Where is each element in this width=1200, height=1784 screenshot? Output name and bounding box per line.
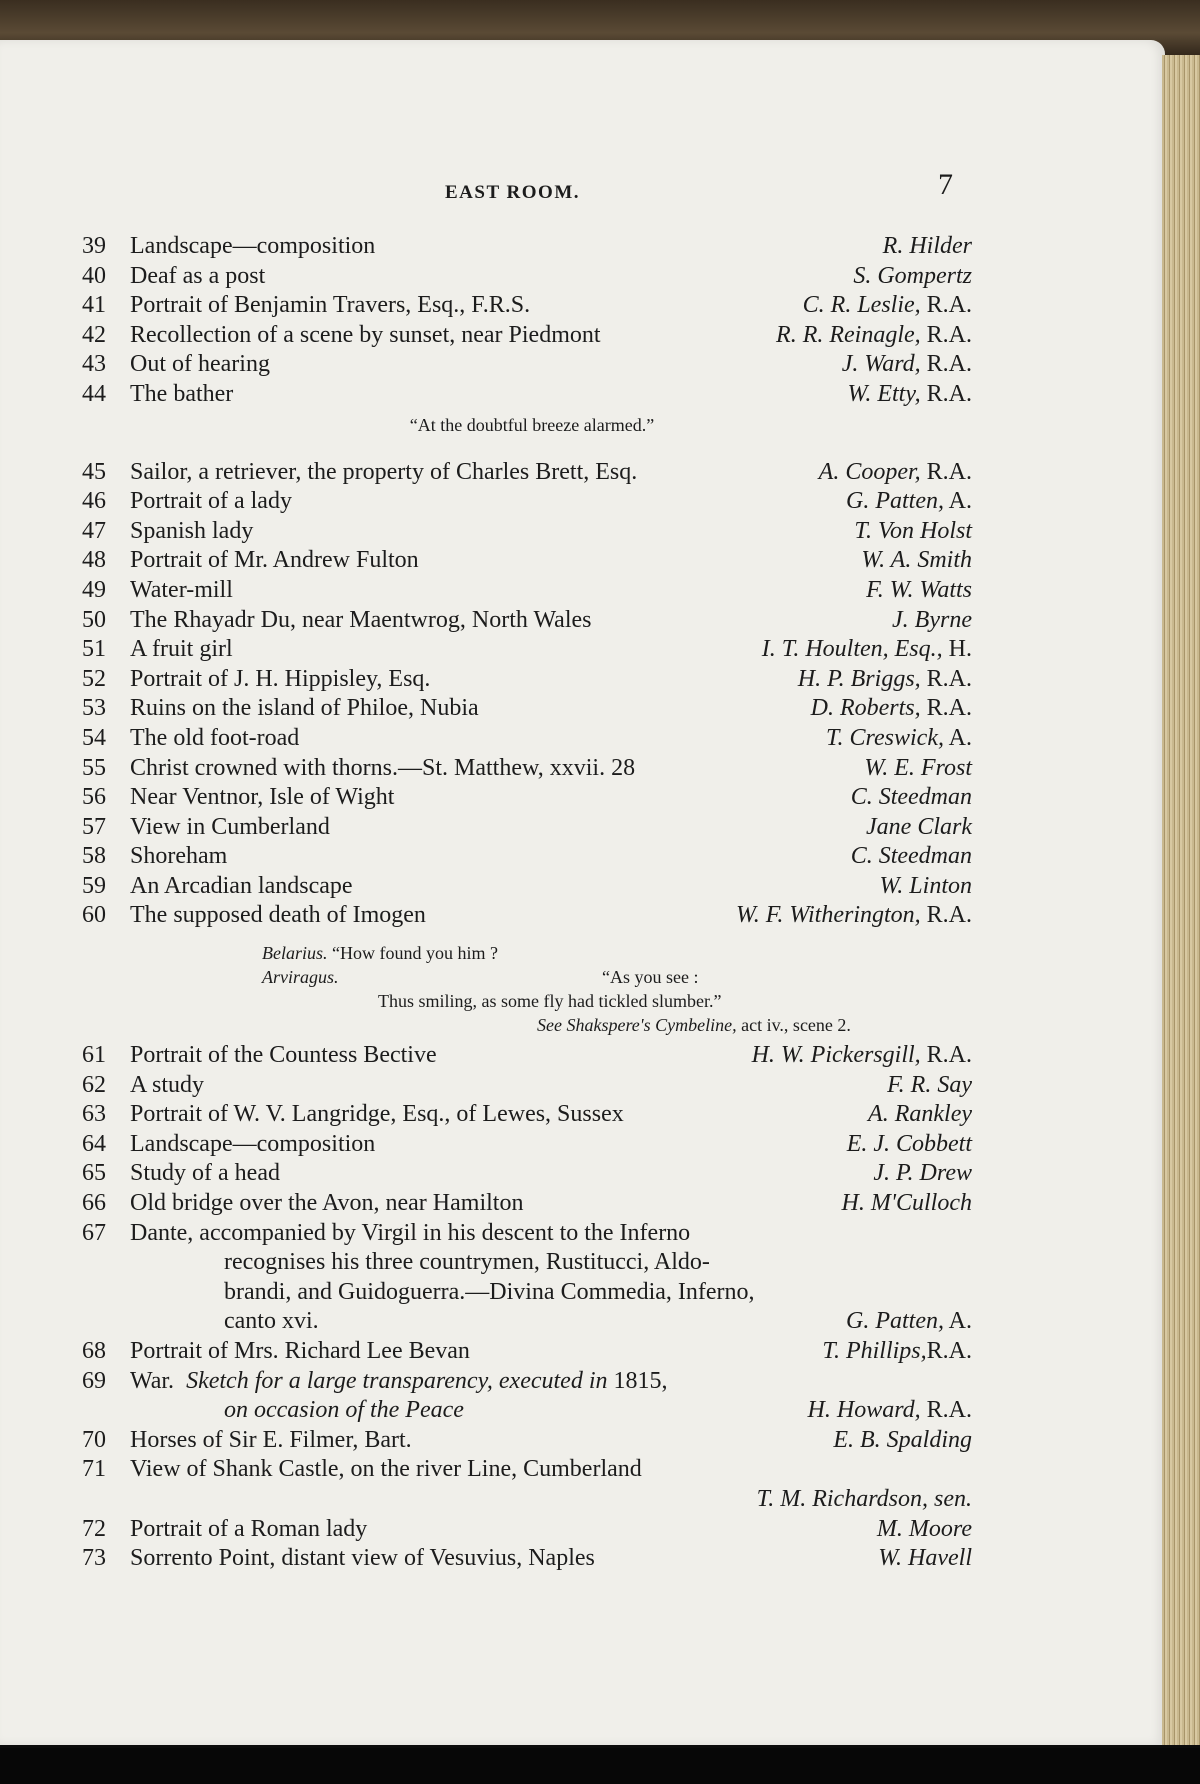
entry-title: Dante, accompanied by Virgil in his descent to the Inferno bbox=[130, 1219, 691, 1246]
entry-title: Water-mill bbox=[130, 576, 233, 603]
entry-number: 61 bbox=[82, 1042, 106, 1069]
catalogue-entry bbox=[82, 458, 982, 488]
entries-group-b bbox=[82, 458, 982, 932]
catalogue-entry bbox=[82, 350, 982, 380]
verse-source-ref: act iv., scene 2. bbox=[741, 1015, 851, 1036]
catalogue-entry bbox=[82, 754, 982, 784]
catalogue-entry bbox=[82, 262, 982, 292]
catalogue-entry bbox=[82, 1041, 982, 1071]
entry-artist: J. Byrne bbox=[892, 606, 972, 633]
catalogue-entry bbox=[82, 1544, 982, 1574]
entry-artist: H. W. Pickersgill, R.A. bbox=[751, 1042, 972, 1069]
entry-artist: C. R. Leslie, R.A. bbox=[802, 292, 972, 319]
entry-number: 72 bbox=[82, 1515, 106, 1542]
entry-title: Landscape—composition bbox=[130, 233, 376, 259]
entry-title: The Rhayadr Du, near Maentwrog, North Wales bbox=[130, 606, 592, 633]
entry-number: 67 bbox=[82, 1219, 106, 1246]
entry-title: The old foot-road bbox=[130, 724, 300, 751]
catalogue-entry bbox=[82, 1515, 982, 1545]
entries-group-c bbox=[82, 1041, 982, 1219]
entry-number: 44 bbox=[82, 380, 106, 407]
entry-artist: C. Steedman bbox=[850, 843, 972, 870]
entry-artist: H. Howard, R.A. bbox=[807, 1397, 972, 1424]
entry-number: 41 bbox=[82, 292, 106, 319]
entry-number: 66 bbox=[82, 1190, 106, 1217]
verse-line-2: “As you see : bbox=[602, 967, 699, 988]
entry-title: Deaf as a post bbox=[130, 262, 266, 289]
entry-number: 52 bbox=[82, 665, 106, 692]
catalogue-entry bbox=[82, 321, 982, 351]
entry-title: The supposed death of Imogen bbox=[130, 902, 426, 929]
entry-title: Spanish lady bbox=[130, 517, 254, 544]
catalogue-entry bbox=[82, 606, 982, 636]
page-edges bbox=[1162, 55, 1200, 1745]
entry-number: 56 bbox=[82, 784, 106, 811]
catalogue-entry bbox=[82, 1071, 982, 1101]
entry-number: 73 bbox=[82, 1545, 106, 1572]
entry-title: Sorrento Point, distant view of Vesuvius, Naples bbox=[130, 1545, 595, 1572]
entry-number: 65 bbox=[82, 1160, 106, 1187]
entry-68: 68 Portrait of Mrs. Richard Lee Bevan T. Phillips,R.A. bbox=[82, 1337, 982, 1367]
entry-number: 55 bbox=[82, 754, 106, 781]
entry-title: An Arcadian landscape bbox=[130, 872, 353, 899]
entry-artist: D. Roberts, R.A. bbox=[810, 695, 972, 722]
catalogue-entry bbox=[82, 380, 982, 410]
catalogue-entry bbox=[82, 546, 982, 576]
catalogue-entry bbox=[82, 635, 982, 665]
entry-title: Horses of Sir E. Filmer, Bart. bbox=[130, 1426, 412, 1453]
entry-number: 42 bbox=[82, 321, 106, 348]
entry-number: 50 bbox=[82, 606, 106, 633]
entry-artist: A. Cooper, R.A. bbox=[818, 458, 972, 485]
entry-number: 62 bbox=[82, 1071, 106, 1098]
entry-title: Portrait of W. V. Langridge, Esq., of Lewes, Sussex bbox=[130, 1101, 624, 1128]
room-title: EAST ROOM. bbox=[445, 182, 581, 203]
entries-group-a bbox=[82, 232, 982, 410]
entry-title: Shoreham bbox=[130, 843, 228, 870]
entry-number: 39 bbox=[82, 233, 106, 259]
entry-artist: E. B. Spalding bbox=[833, 1426, 972, 1453]
entry-number: 57 bbox=[82, 813, 106, 840]
catalogue-entry bbox=[82, 576, 982, 606]
verse-speaker-2: Arviragus. bbox=[262, 967, 339, 988]
verse-60 bbox=[82, 931, 982, 1041]
entry-artist: R. R. Reinagle, R.A. bbox=[776, 321, 972, 348]
catalogue-entry bbox=[82, 487, 982, 517]
entry-artist: I. T. Houlten, Esq., H. bbox=[761, 636, 972, 663]
entry-subtitle: Sketch for a large transparency, executed in bbox=[186, 1367, 608, 1394]
entry-title: Portrait of J. H. Hippisley, Esq. bbox=[130, 665, 431, 692]
catalogue-entry bbox=[82, 872, 982, 902]
catalogue-entry bbox=[82, 1100, 982, 1130]
entry-70: 70 Horses of Sir E. Filmer, Bart. E. B. Spalding bbox=[82, 1426, 982, 1456]
catalogue-entry bbox=[82, 813, 982, 843]
entry-artist: H. M'Culloch bbox=[841, 1190, 972, 1217]
entry-71: 71 View of Shank Castle, on the river Line, Cumberland T. M. Richardson, sen. bbox=[82, 1455, 982, 1514]
entry-title: Portrait of Benjamin Travers, Esq., F.R.S. bbox=[130, 292, 531, 319]
entry-title-cont: recognises his three countrymen, Rustitucci, Aldo- bbox=[224, 1249, 710, 1276]
entry-title: Study of a head bbox=[130, 1160, 280, 1187]
entry-artist: Jane Clark bbox=[866, 813, 972, 840]
entry-artist: W. Linton bbox=[879, 872, 972, 899]
entry-title: Recollection of a scene by sunset, near Piedmont bbox=[130, 321, 601, 348]
entry-67 bbox=[82, 1219, 982, 1337]
entry-artist: W. E. Frost bbox=[864, 754, 972, 781]
entry-title-cont: canto xvi. bbox=[224, 1308, 319, 1335]
entry-title-cont: brandi, and Guidoguerra.—Divina Commedia, Inferno, bbox=[224, 1278, 755, 1305]
entry-artist: F. W. Watts bbox=[866, 576, 972, 603]
entry-number: 53 bbox=[82, 695, 106, 722]
catalogue-entry bbox=[82, 517, 982, 547]
entry-number: 58 bbox=[82, 843, 106, 870]
entry-artist: A. Rankley bbox=[868, 1101, 972, 1128]
entry-artist: W. Havell bbox=[878, 1545, 972, 1572]
page-header bbox=[0, 168, 1165, 212]
entry-title: Portrait of a Roman lady bbox=[130, 1515, 368, 1542]
entry-artist: R. Hilder bbox=[882, 233, 972, 259]
entry-artist: G. Patten, A. bbox=[846, 1308, 972, 1335]
entry-title: Portrait of Mrs. Richard Lee Bevan bbox=[130, 1338, 470, 1364]
verse-speaker-1: Belarius. bbox=[262, 943, 328, 964]
entry-artist: M. Moore bbox=[876, 1515, 972, 1542]
entry-title: Ruins on the island of Philoe, Nubia bbox=[130, 695, 479, 722]
entry-title: Out of hearing bbox=[130, 351, 270, 378]
entry-artist: H. P. Briggs, R.A. bbox=[797, 665, 972, 692]
catalogue-entry bbox=[82, 783, 982, 813]
entry-title: The bather bbox=[130, 380, 234, 407]
entry-title: A fruit girl bbox=[130, 636, 233, 663]
entry-number: 49 bbox=[82, 576, 106, 603]
entries-group-d bbox=[82, 1515, 982, 1574]
entry-title: Portrait of a lady bbox=[130, 488, 292, 515]
catalogue-entry bbox=[82, 901, 982, 931]
entry-title: View in Cumberland bbox=[130, 813, 330, 840]
verse-source: See Shakspere's Cymbeline, bbox=[537, 1015, 737, 1036]
entry-number: 48 bbox=[82, 547, 106, 574]
entry-number: 59 bbox=[82, 872, 106, 899]
catalogue-entry bbox=[82, 1189, 982, 1219]
entry-artist: W. A. Smith bbox=[861, 547, 972, 574]
entry-artist: F. R. Say bbox=[887, 1071, 972, 1098]
entry-artist: T. M. Richardson, sen. bbox=[756, 1485, 972, 1512]
verse-line-1: “How found you him ? bbox=[332, 943, 498, 964]
catalogue-list bbox=[82, 232, 982, 1574]
entry-title-cont: on occasion of the Peace bbox=[224, 1397, 464, 1424]
catalogue-entry bbox=[82, 1130, 982, 1160]
entry-artist: T. Creswick, A. bbox=[825, 724, 972, 751]
entry-number: 46 bbox=[82, 488, 106, 515]
entry-title: Sailor, a retriever, the property of Charles Brett, Esq. bbox=[130, 458, 638, 485]
entry-number: 54 bbox=[82, 724, 106, 751]
entry-artist: G. Patten, A. bbox=[846, 488, 972, 515]
entry-title: Christ crowned with thorns.—St. Matthew, xxvii. 28 bbox=[130, 754, 636, 781]
entry-69: 69 War. Sketch for a large transparency, executed in 1815, on occasion of the Peace H. Howard, R.A. bbox=[82, 1367, 982, 1426]
entry-title: Portrait of the Countess Bective bbox=[130, 1042, 437, 1069]
entry-artist: T. Phillips,R.A. bbox=[822, 1338, 972, 1364]
entry-title: View of Shank Castle, on the river Line, Cumberland bbox=[130, 1456, 642, 1483]
entry-number: 40 bbox=[82, 262, 106, 289]
entry-artist: J. Ward, R.A. bbox=[841, 351, 972, 378]
catalogue-entry bbox=[82, 291, 982, 321]
entry-title: Near Ventnor, Isle of Wight bbox=[130, 784, 395, 811]
catalogue-entry bbox=[82, 842, 982, 872]
entry-artist: J. P. Drew bbox=[873, 1160, 972, 1187]
entry-artist: S. Gompertz bbox=[853, 262, 972, 289]
entry-artist: C. Steedman bbox=[850, 784, 972, 811]
entry-title: A study bbox=[130, 1071, 205, 1098]
entry-number: 63 bbox=[82, 1101, 106, 1128]
entry-number: 47 bbox=[82, 517, 106, 544]
catalogue-entry bbox=[82, 665, 982, 695]
page-number: 7 bbox=[938, 168, 953, 201]
entry-artist: E. J. Cobbett bbox=[846, 1130, 972, 1157]
catalogue-entry bbox=[82, 694, 982, 724]
bottom-shadow bbox=[0, 1748, 1200, 1784]
entry-artist: T. Von Holst bbox=[854, 517, 972, 544]
quote-44: “At the doubtful breeze alarmed.” bbox=[409, 414, 655, 435]
entry-title: War. bbox=[130, 1367, 175, 1394]
entry-number: 43 bbox=[82, 351, 106, 378]
catalogue-entry bbox=[82, 724, 982, 754]
entry-number: 64 bbox=[82, 1130, 106, 1157]
entry-artist: W. Etty, R.A. bbox=[847, 380, 972, 407]
entry-title: Portrait of Mr. Andrew Fulton bbox=[130, 547, 419, 574]
entry-number: 51 bbox=[82, 636, 106, 663]
entry-artist: W. F. Witherington, R.A. bbox=[735, 902, 972, 929]
catalogue-entry bbox=[82, 232, 982, 262]
entry-title: Landscape—composition bbox=[130, 1130, 376, 1157]
entry-title: Old bridge over the Avon, near Hamilton bbox=[130, 1190, 524, 1217]
entry-number: 60 bbox=[82, 902, 106, 929]
entry-number: 45 bbox=[82, 458, 106, 485]
catalogue-entry bbox=[82, 1159, 982, 1189]
verse-line-3: Thus smiling, as some fly had tickled slumber.” bbox=[378, 991, 722, 1012]
